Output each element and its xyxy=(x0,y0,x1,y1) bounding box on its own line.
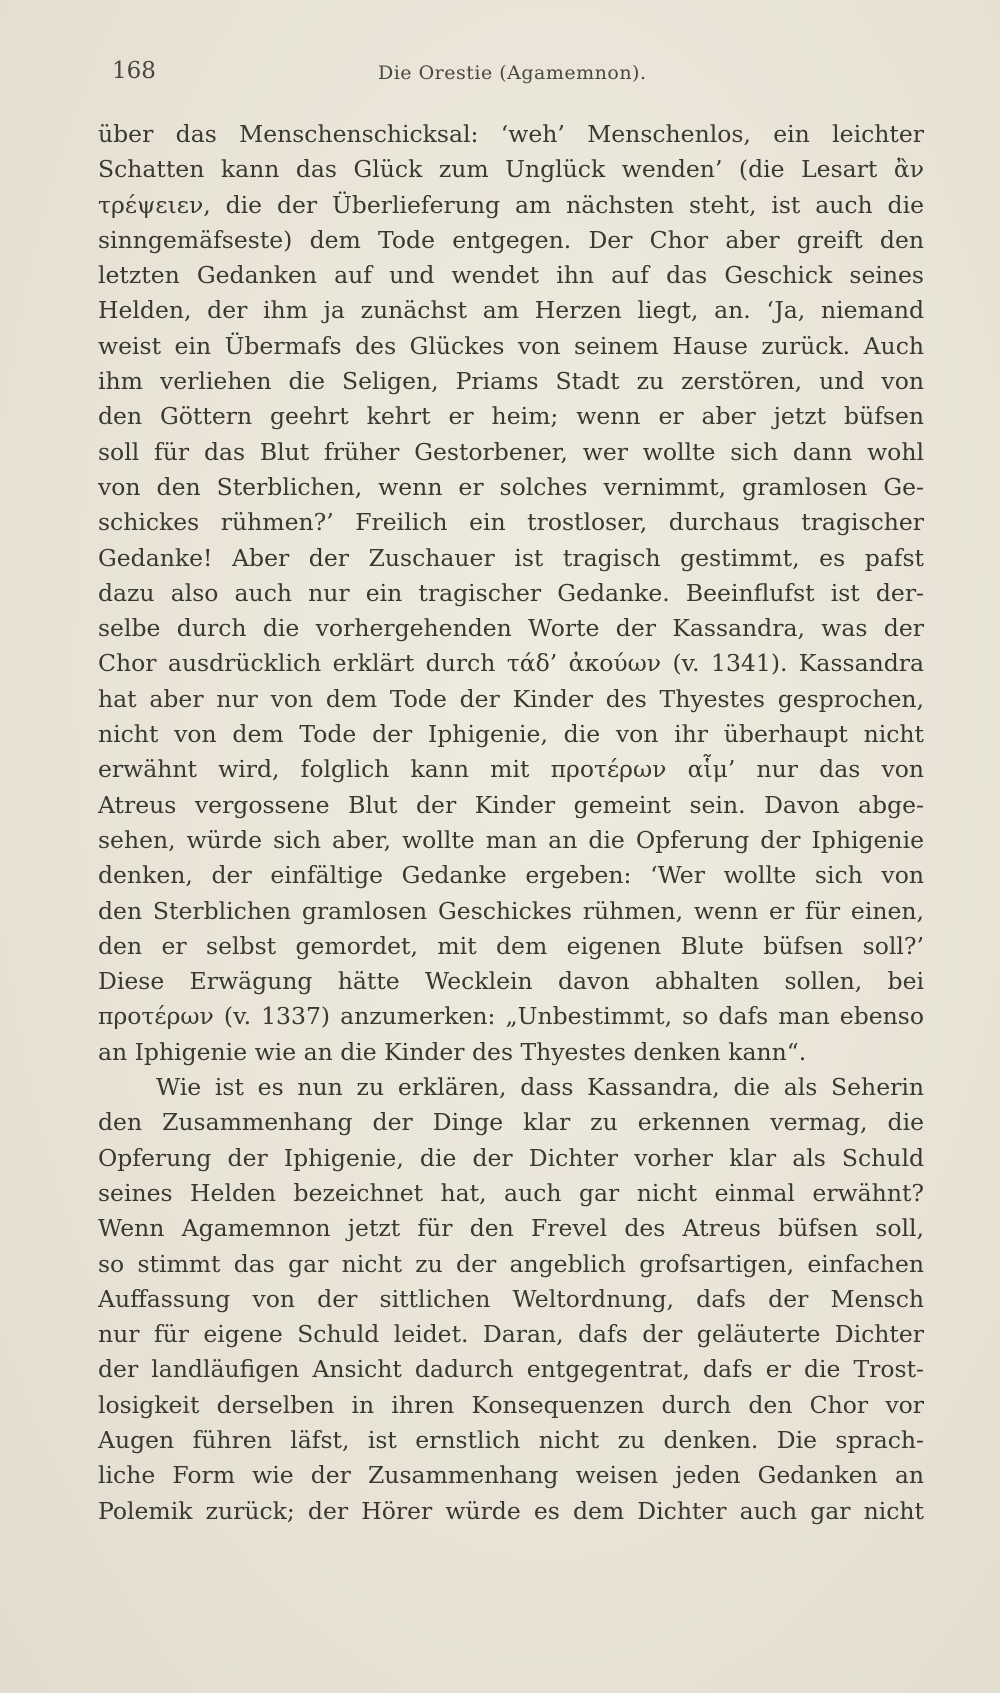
text-line: losigkeit derselben in ihren Konsequenzen durch den Chor vor xyxy=(98,1390,924,1419)
text-line: Helden, der ihm ja zunächst am Herzen liegt, an. ‘Ja, niemand xyxy=(98,296,924,325)
body-text xyxy=(98,117,924,1529)
text-line: sehen, würde sich aber, wollte man an die Opferung der Iphigenie xyxy=(98,825,924,854)
text-line: Schatten kann das Glück zum Unglück wenden’ (die Lesart ἂν xyxy=(98,155,924,184)
text-line: soll für das Blut früher Gestorbener, wer wollte sich dann wohl xyxy=(98,437,924,466)
text-line: über das Menschenschicksal: ‘weh’ Menschenlos, ein leichter xyxy=(98,120,924,148)
text-line: Auffassung von der sittlichen Weltordnung, dafs der Mensch xyxy=(98,1284,924,1313)
text-line: Wie ist es nun zu erklären, dass Kassandra, die als Seherin xyxy=(156,1073,924,1102)
text-line: selbe durch die vorhergehenden Worte der Kassandra, was der xyxy=(98,614,924,643)
text-line: denken, der einfältige Gedanke ergeben: ‘Wer wollte sich von xyxy=(98,861,924,890)
text-line: seines Helden bezeichnet hat, auch gar nicht einmal erwähnt? xyxy=(98,1178,924,1207)
paragraph-2 xyxy=(98,1070,924,1105)
running-title: Die Orestie (Agamemnon). xyxy=(378,62,647,84)
text-line: schickes rühmen?’ Freilich ein trostloser, durchaus tragischer xyxy=(98,508,924,537)
text-line: hat aber nur von dem Tode der Kinder des Thyestes gesprochen, xyxy=(98,684,924,713)
text-line: Diese Erwägung hätte Wecklein davon abhalten sollen, bei xyxy=(98,967,924,996)
page-header xyxy=(0,58,1000,98)
text-line: προτέρων (v. 1337) anzumerken: „Unbestimmt, so dafs man ebenso xyxy=(98,1002,924,1031)
text-line: erwähnt wird, folglich kann mit προτέρων αἷμ’ nur das von xyxy=(98,755,924,784)
text-line: den Sterblichen gramlosen Geschickes rühmen, wenn er für einen, xyxy=(98,896,924,925)
text-line: sinngemäfseste) dem Tode entgegen. Der Chor aber greift den xyxy=(98,225,924,254)
text-line: Augen führen läfst, ist ernstlich nicht zu denken. Die sprach- xyxy=(98,1425,924,1454)
text-line: ihm verliehen die Seligen, Priams Stadt zu zerstören, und von xyxy=(98,367,924,396)
text-line: weist ein Übermafs des Glückes von seinem Hause zurück. Auch xyxy=(98,331,924,360)
text-line: letzten Gedanken auf und wendet ihn auf das Geschick seines xyxy=(98,261,924,290)
text-line: Chor ausdrücklich erklärt durch τάδ’ ἀκούων (v. 1341). Kassandra xyxy=(98,649,924,678)
text-line: an Iphigenie wie an die Kinder des Thyestes denken kann“. xyxy=(98,1037,807,1066)
text-line: Polemik zurück; der Hörer würde es dem Dichter auch gar nicht xyxy=(98,1496,924,1525)
text-line: Atreus vergossene Blut der Kinder gemeint sein. Davon abge- xyxy=(98,790,924,819)
paragraph-2-continued xyxy=(98,1105,924,1529)
text-line: liche Form wie der Zusammenhang weisen jeden Gedanken an xyxy=(98,1461,924,1490)
text-line: den Zusammenhang der Dinge klar zu erkennen vermag, die xyxy=(98,1108,924,1137)
text-line: den er selbst gemordet, mit dem eigenen Blute büfsen soll?’ xyxy=(98,931,924,960)
text-line: den Göttern geehrt kehrt er heim; wenn er aber jetzt büfsen xyxy=(98,402,924,431)
text-line: nicht von dem Tode der Iphigenie, die von ihr überhaupt nicht xyxy=(98,720,924,749)
text-line: so stimmt das gar nicht zu der angeblich grofsartigen, einfachen xyxy=(98,1249,924,1278)
text-line: der landläufigen Ansicht dadurch entgegentrat, dafs er die Trost- xyxy=(98,1355,924,1384)
text-line: τρέψειεν, die der Überlieferung am nächsten steht, ist auch die xyxy=(98,190,924,219)
text-line: Wenn Agamemnon jetzt für den Frevel des Atreus büfsen soll, xyxy=(98,1214,924,1243)
page-number: 168 xyxy=(112,58,156,84)
text-line: dazu also auch nur ein tragischer Gedanke. Beeinflufst ist der- xyxy=(98,578,924,607)
text-line: nur für eigene Schuld leidet. Daran, dafs der geläuterte Dichter xyxy=(98,1320,924,1349)
text-line: Opferung der Iphigenie, die der Dichter vorher klar als Schuld xyxy=(98,1143,924,1172)
paragraph-1 xyxy=(98,117,924,1070)
text-line: Gedanke! Aber der Zuschauer ist tragisch gestimmt, es pafst xyxy=(98,543,924,572)
text-line: von den Sterblichen, wenn er solches vernimmt, gramlosen Ge- xyxy=(98,472,924,501)
